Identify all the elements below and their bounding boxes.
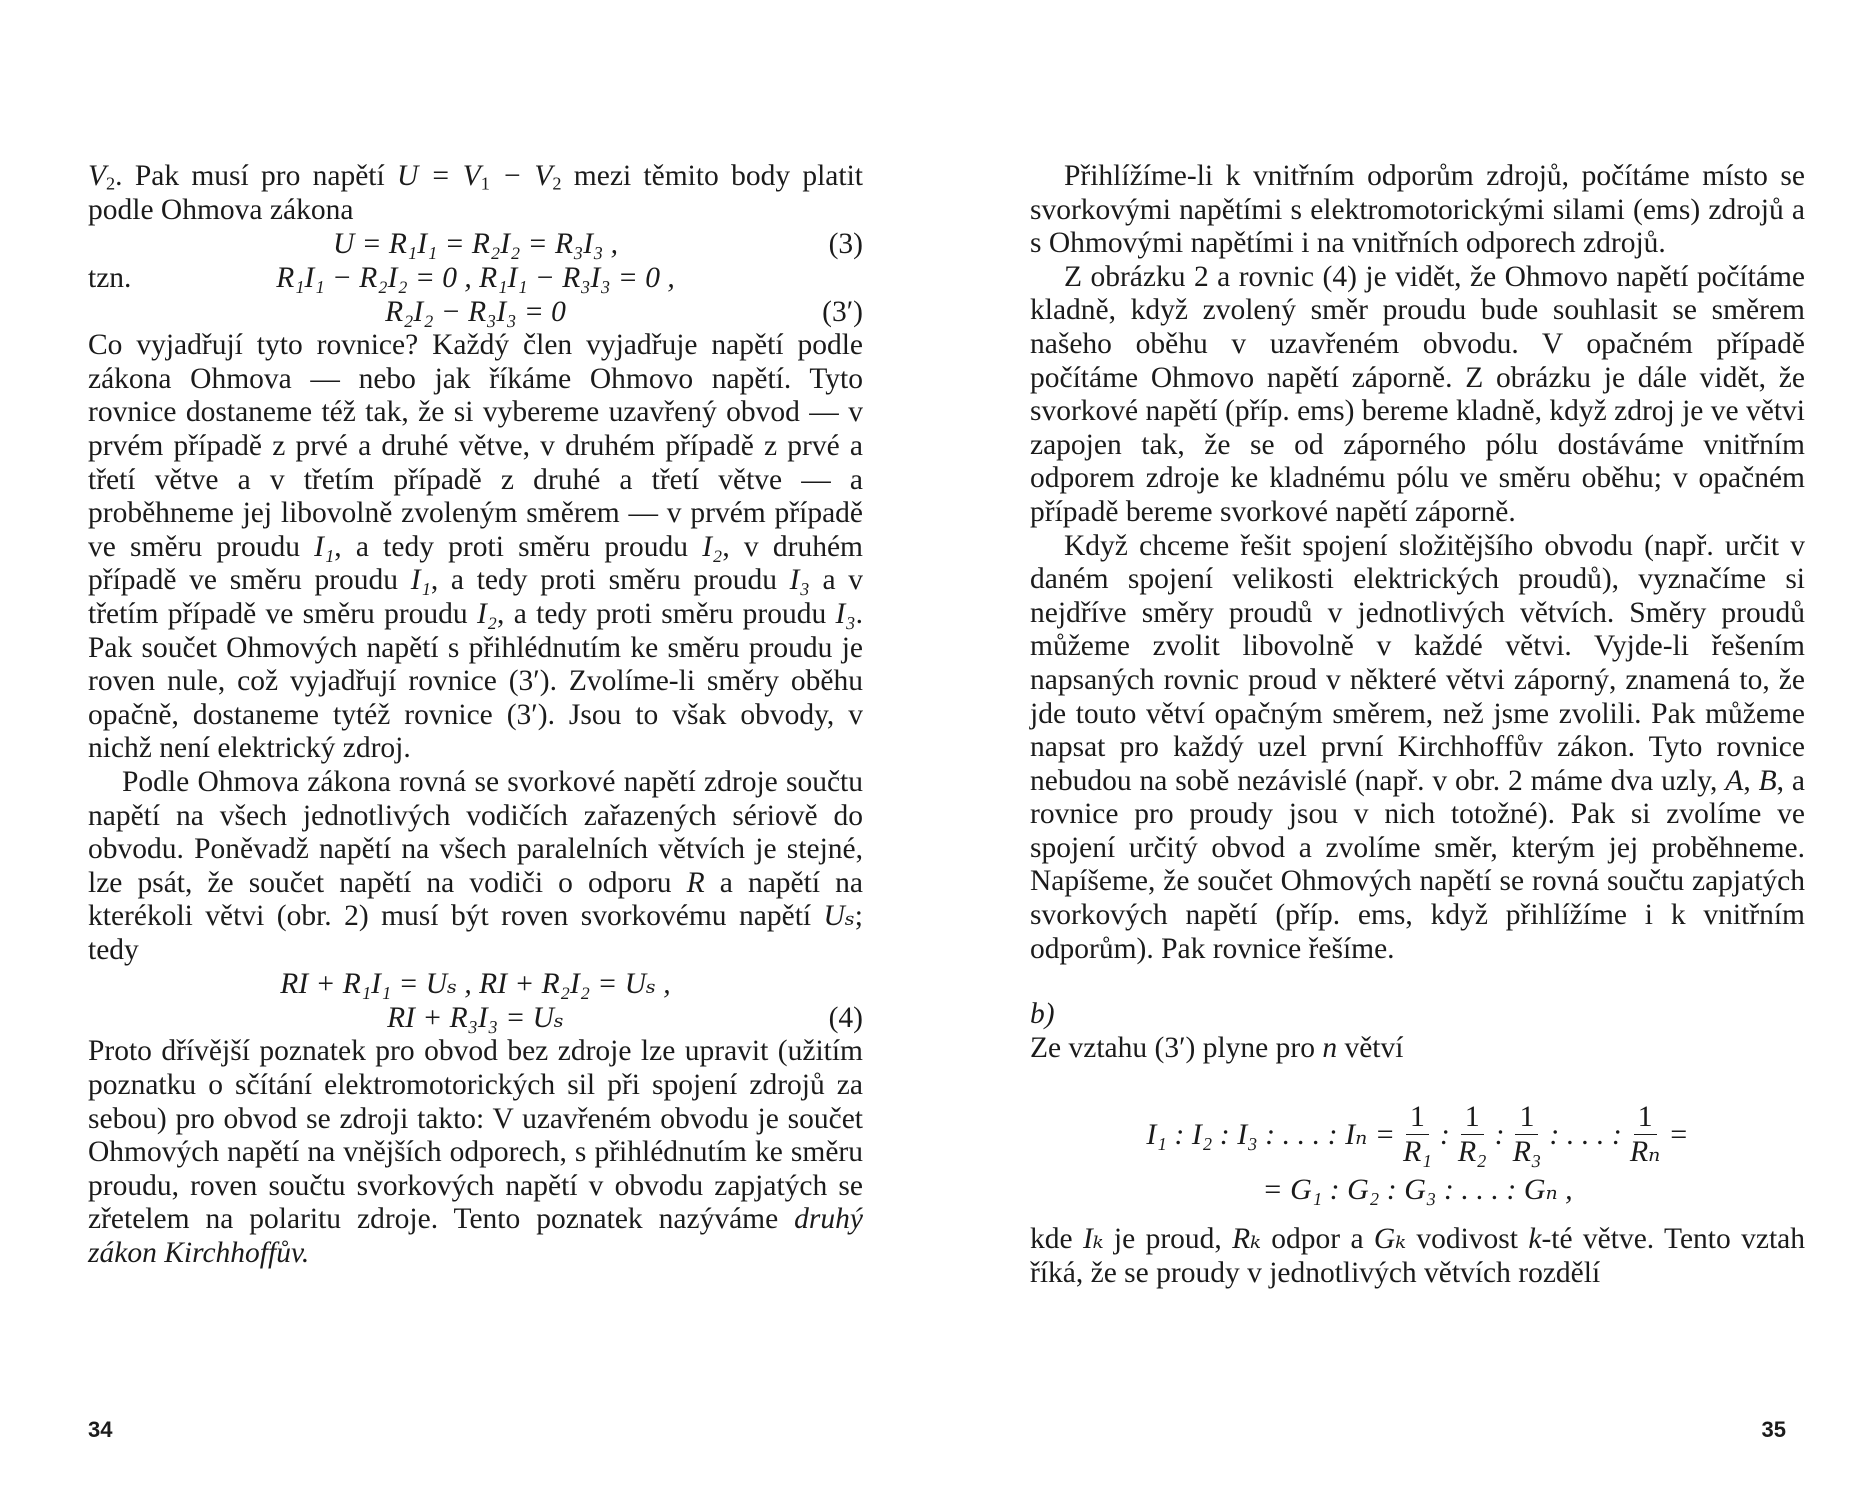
paragraph-terminal-voltage: Podle Ohmova zákona rovná se svorkové napětí zdroje součtu napětí na všech jednotlivých vodičích zařazených sériově do obvodu. Poněvadž napětí na všech paralelních větvích je stejné, lze psát, že součet napětí na vodiči o odporu R a napětí na kterékoli větvi (obr. 2) musí být roven svorkovému napětí Uₛ; tedy [88,765,863,966]
equation-3: U = R₁I₁ = R₂I₂ = R₃I₃ , (3) [332,228,863,261]
paragraph-second-kirchhoff-law: Proto dřívější poznatek pro obvod bez zdroje lze upravit (užitím poznatku o sčítání elektromotorických sil při spojení zdrojů za sebou) pro obvod se zdroji takto: V uzavřeném obvodu je součet Ohmových napětí na vnějších odporech, s přihlédnutím ke směru proudu, roven součtu svorkových napětí v obvodu zapjatých se zřetelem na polaritu zdroje. Tento poznatek nazýváme druhý zákon Kirchhoffův. [88,1035,863,1270]
section-b-heading: b) [1030,998,1055,1031]
paragraph-sign-convention: Z obrázku 2 a rovnic (4) je vidět, že Ohmovo napětí počítáme kladně, když zvolený směr proudu bude souhlasit se směrem našeho oběhu v uzavřeném obvodu. V opačném případě počítáme Ohmovo napětí záporně. Z obrázku je dále vidět, že svorkové napětí (příp. ems) bereme kladně, když zdroj je ve větvi zapojen tak, že se od záporného pólu dostáváme vnitřním odporem zdroje ke kladnému pólu ve směru oběhu; v opačném případě bereme svorkové napětí záporně. [1030,260,1805,528]
page-35 [937,0,1874,1500]
equation-3-prime-line2: R₂I₂ − R₃I₃ = 0 (3′) [385,296,863,329]
paragraph-intro: $V_2$. Pak musí pro napětí $U = V_1 - V_2$ mezi těmito body platit podle Ohmova zákona [88,160,863,226]
paragraph-conductance: kde Iₖ je proud, Rₖ odpor a Gₖ vodivost k-té větve. Tento vztah říká, že se proudy v jednotlivých větvích rozdělí [1030,1223,1805,1290]
fraction-1-over-r1: $\frac{1}{\text{R₁}}$ [1403,1099,1432,1168]
fraction-1-over-rn: $\frac{1}{\text{Rₙ}}$ [1629,1099,1661,1168]
equation-4-line1: RI + R₁I₁ = Uₛ , RI + R₂I₂ = Uₛ , [280,968,671,1001]
paragraph-ohm-voltages: Co vyjadřují tyto rovnice? Každý člen vyjadřuje napětí podle zákona Ohmova — nebo jak říkáme Ohmovo napětí. Tyto rovnice dostaneme též tak, že si vybereme uzavřený obvod — v prvém případě z prvé a druhé větve, v druhém případě z prvé a třetí větve a v třetím případě z druhé a třetí větve — a proběhneme jej libovolně zvoleným směrem — v prvém případě ve směru proudu I₁, a tedy proti směru proudu I₂, v druhém případě ve směru proudu I₁, a tedy proti směru proudu I₃ a v třetím případě ve směru proudu I₂, a tedy proti směru proudu I₃. Pak součet Ohmových napětí s přihlédnutím ke směru proudu je roven nule, což vyjadřují rovnice (3′). Zvolíme-li směry oběhu opačně, dostaneme tytéž rovnice (3′). Jsou to však obvody, v nichž není elektrický zdroj. [88,329,863,765]
right-text-column [1030,160,1805,1291]
paragraph-solving-circuits: Když chceme řešit spojení složitějšího obvodu (např. určit v daném spojení velikosti elektrických proudů), vyznačíme si nejdříve směry proudů v jednotlivých větvích. Směry proudů můžeme zvolit libovolně v každé větvi. Vyjde-li řešením napsaných rovnic proud v některé větvi záporný, znamená to, že jde touto větví opačným směrem, než jsme zvolili. Pak můžeme napsat pro každý uzel první Kirchhoffův zákon. Tyto rovnice nebudou na sobě nezávislé (např. v obr. 2 máme dva uzly, A, B, a rovnice pro proudy jsou v nich totožné). Pak si zvolíme ve spojení určitý obvod a zvolíme směr, kterým jej proběhneme. Napíšeme, že součet Ohmových napětí se rovná součtu zapjatých svorkových napětí (příp. ems, když přihlížíme i k vnitřním odporům). Pak rovnice řešíme. [1030,529,1805,965]
equation-3-prime-line1: tzn. R₁I₁ − R₂I₂ = 0 , R₁I₁ − R₃I₃ = 0 , [88,262,675,295]
equation-line-1: I₁ : I₂ : I₃ : . . . : Iₙ = $\frac{1}{\text{R₁}}$ : $\frac{1}{\text{R₂}}$ : $\frac{1}{\text{R₃}}$ : . . . : $\frac{1}{\text{Rₙ}}$ = [1146,1099,1689,1168]
paragraph-internal-resistance: Přihlížíme-li k vnitřním odporům zdrojů, počítáme místo se svorkovými napětími s elektromotorickými silami (ems) zdrojů a s Ohmovými napětími i na vnitřních odporech zdrojů. [1030,160,1805,260]
equation-4-line2: RI + R₃I₃ = Uₛ (4) [387,1002,863,1035]
page-number-right: 35 [1761,1417,1786,1442]
equation-line-2: = G₁ : G₂ : G₃ : . . . : Gₙ , [1262,1172,1573,1206]
fraction-1-over-r3: $\frac{1}{\text{R₃}}$ [1512,1099,1542,1168]
paragraph-n-branches: Ze vztahu (3′) plyne pro n větví [1030,1031,1404,1064]
current-division-equation [1030,1099,1805,1209]
fraction-1-over-r2: $\frac{1}{\text{R₂}}$ [1457,1099,1487,1168]
left-text-column [88,160,863,1271]
page-number-left: 34 [88,1417,113,1442]
